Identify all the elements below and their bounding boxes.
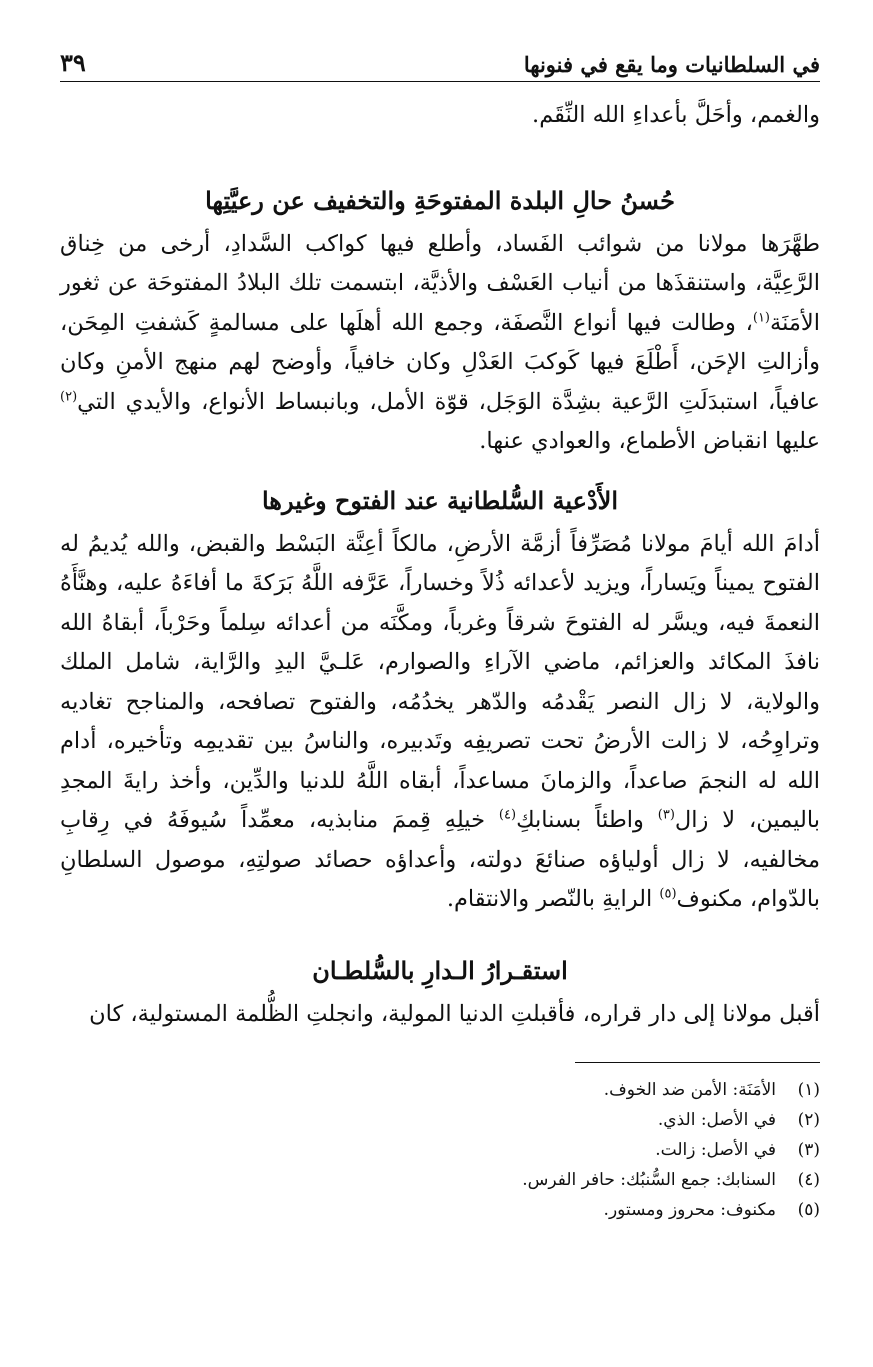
footnote-ref-3[interactable]: (٣) bbox=[657, 807, 675, 823]
text-segment: ، وطالت فيها أنواع النَّصفَة، وجمع الله أهلَها على مسالمةٍ كَشفتِ المِحَن، وأزالتِ الإحَن، أَطْلَعَ فيها كَوكبَ العَدْلِ وكان خافياً، وأوضح لهم منهج الأمنِ وكان عافياً، استبدَلَتِ الرَّعية بشِدَّة الوَجَل، قوّة الأمل، وبانبساط الأنواع، والأيدي التي bbox=[60, 309, 820, 415]
footnote-item bbox=[60, 1075, 820, 1105]
text-segment: أقبل مولانا إلى دار قراره، فأقبلتِ الدنيا المولية، وانجلتِ الظُّلمة المستولية، كان bbox=[89, 1000, 820, 1027]
footnote-item bbox=[60, 1165, 820, 1195]
footnote-number: (١) bbox=[797, 1080, 820, 1100]
footnote-text: الأمَنَة: الأمن ضد الخوف. bbox=[603, 1080, 776, 1100]
running-header bbox=[60, 48, 820, 82]
running-title: في السلطانيات وما يقع في فنونها bbox=[523, 52, 820, 77]
paragraph-conquered-city bbox=[60, 225, 820, 462]
footnote-ref-5[interactable]: (٥) bbox=[659, 886, 677, 902]
footnote-text: في الأصل: زالت. bbox=[655, 1140, 776, 1160]
footnote-text: مكنوف: محروز ومستور. bbox=[603, 1200, 776, 1220]
footnotes-list bbox=[60, 1075, 820, 1225]
footnote-number: (٢) bbox=[797, 1110, 820, 1130]
footnote-ref-1[interactable]: (١) bbox=[752, 310, 770, 325]
footnote-number: (٤) bbox=[797, 1170, 820, 1190]
footnote-item bbox=[60, 1105, 820, 1135]
footnote-text: في الأصل: الذي. bbox=[657, 1110, 776, 1130]
footnote-ref-2[interactable]: (٢) bbox=[60, 389, 78, 404]
footnote-item bbox=[60, 1135, 820, 1165]
section-heading-sultan-residence: استقـرارُ الـدارِ بالسُّلطـان bbox=[312, 955, 568, 985]
footnote-number: (٣) bbox=[797, 1140, 820, 1160]
page-number: ٣٩ bbox=[60, 48, 86, 77]
text-segment: خيلِهِ قِممَ منابذيه، معمِّداً سُيوفَهُ في رِقابِ مخالفيه، لا زال أولياؤه صنائعَ دولته، وأعداؤه حصائد صولتِهِ، موصول السلطانِ بالدّوام، مكنوف bbox=[60, 807, 820, 912]
text-segment: أدامَ الله أيامَ مولانا مُصَرِّفاً أزمَّة الأرضِ، مالكاً أعِنَّة البَسْط والقبض، والله يُديمُ له الفتوح يميناً ويَساراً، ويزيد لأعدائه ذُلاً وخساراً، عَرَّفه اللَّهُ بَرَكةَ ما أفاءَهُ عليه، وهنَّأَهُ النعمةَ فيه، ويسَّر له الفتوحَ شرقاً وغرباً، ومكَّنَه من أعدائه سِلماً وحَرْباً، أبقاهُ الله نافذَ المكائد والعزائم، ماضي الآراءِ والصوارم، عَلـيَّ اليدِ والرَّاية، شامل الملك والولاية، لا زال النصر يَقْدمُه والدّهر يخدُمُه، والفتوح تصافحه، والمناجح تغاديه وتراوِحُه، لا زالت الأرضُ تحت تصريفِه وتَدبيره، والناسُ بين تقديمِه وتأخيره، أدام الله له النجمَ صاعداً، والزمانَ مساعداً، أبقاه اللَّهُ للدنيا والدِّين، وأخذ رايةَ المجدِ باليمين، لا زال bbox=[60, 530, 820, 833]
footnote-ref-4[interactable]: (٤) bbox=[498, 807, 517, 823]
text-segment: واطئاً بسنابكِ bbox=[516, 807, 658, 833]
intro-paragraph: والغمم، وأحَلَّ بأعداءِ الله النِّقَم. bbox=[532, 102, 820, 128]
book-page bbox=[60, 48, 820, 1225]
footnote-item bbox=[60, 1195, 820, 1225]
footnote-number: (٥) bbox=[797, 1200, 820, 1220]
section-heading-sultanic-prayers: الأَدْعية السُّلطانية عند الفتوح وغيرها bbox=[261, 485, 619, 515]
text-segment: طهَّرَها مولانا من شوائب الفَساد، وأطلع فيها كواكب السَّدادِ، أرخى من خِناق الرَّعِيَّة، واستنقذَها من أنياب العَسْف والأذيَّة، ابتسمت تلك البلادُ المفتوحَة عن ثغور الأمَنَة bbox=[60, 230, 820, 336]
paragraph-sultanic-prayers bbox=[60, 525, 820, 920]
footnote-divider bbox=[575, 1062, 820, 1063]
section-heading-conquered-city: حُسنُ حالِ البلدة المفتوحَةِ والتخفيف عن رعيَّتِها bbox=[205, 185, 675, 215]
text-segment: الرايةِ بالنّصر والانتقام. bbox=[446, 886, 660, 912]
footnote-text: السنابك: جمع السُّنبُك: حافر الفرس. bbox=[522, 1170, 776, 1190]
text-segment: عليها انقباض الأطماع، والعوادي عنها. bbox=[479, 428, 820, 454]
paragraph-sultan-residence bbox=[60, 995, 820, 1035]
